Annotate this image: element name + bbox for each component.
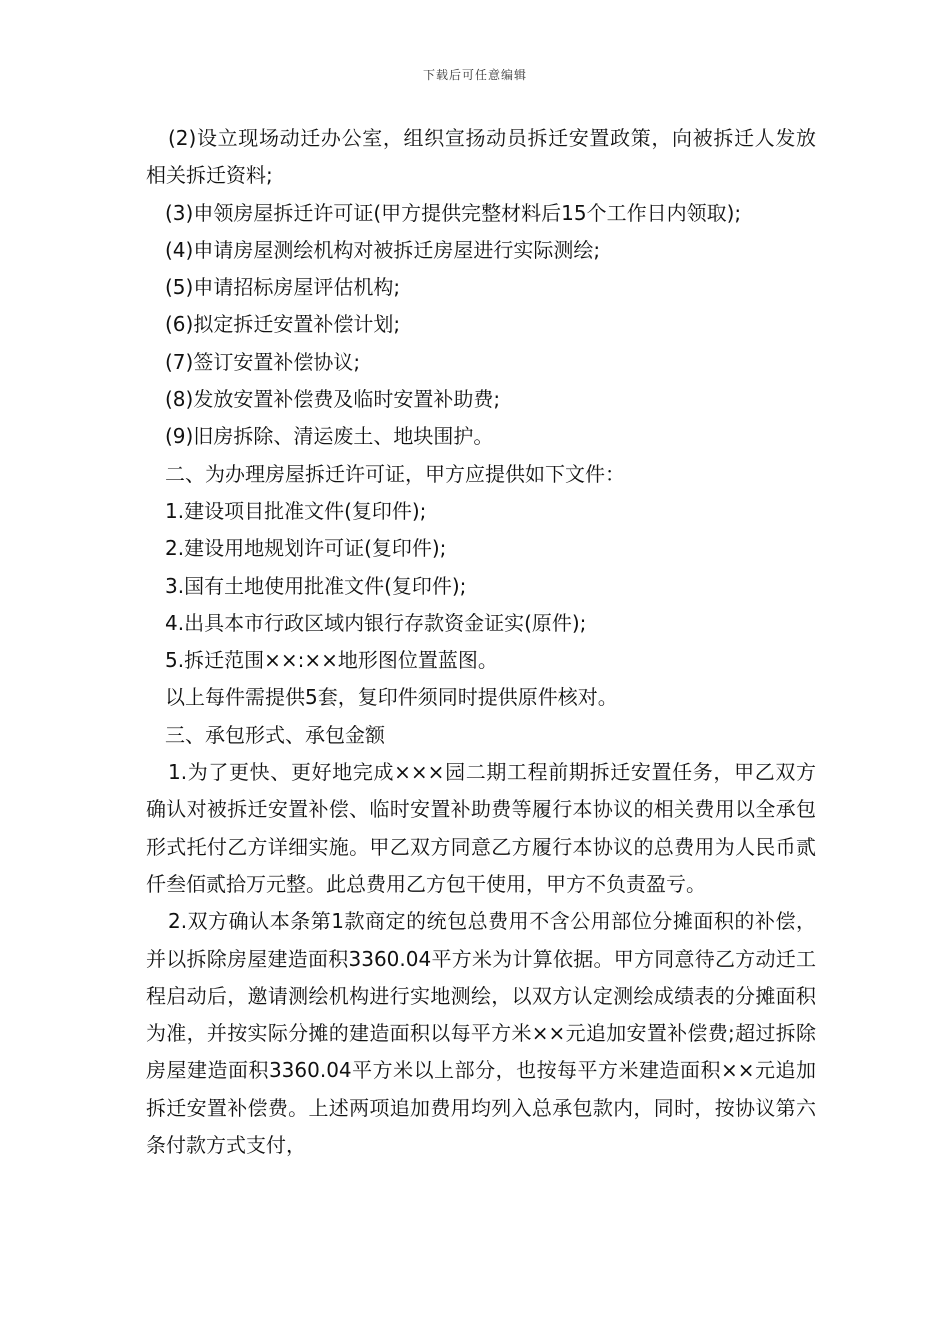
paragraph-item-5: (5)申请招标房屋评估机构;	[165, 275, 401, 300]
paragraph-item-4: (4)申请房屋测绘机构对被拆迁房屋进行实际测绘;	[165, 237, 601, 262]
paragraph-item-6: (6)拟定拆迁安置补偿计划;	[165, 312, 401, 337]
document-list-item-3: 3.国有土地使用批准文件(复印件);	[165, 573, 467, 598]
paragraph-item-7: (7)签订安置补偿协议;	[165, 349, 361, 374]
paragraph-item-9: (9)旧房拆除、清运废土、地块围护。	[165, 424, 494, 449]
paragraph-item-3: (3)申领房屋拆迁许可证(甲方提供完整材料后15个工作日内领取);	[165, 200, 742, 225]
clause-paragraph-2: 2.双方确认本条第1款商定的统包总费用不含公用部位分摊面积的补偿，并以拆除房屋建造面积3360.04平方米为计算依据。甲方同意待乙方动迁工程启动后，邀请测绘机构进行实地测绘，以双方认定测绘成绩表的分摊面积为准，并按实际分摊的建造面积以每平方米××元追加安置补偿费;超过拆除房屋建造面积3360.04平方米以上部分，也按每平方米建造面积××元追加拆迁安置补偿费。上述两项追加费用均列入总承包款内，同时，按协议第六条付款方式支付，	[146, 909, 816, 1158]
section-heading-3: 三、承包形式、承包金额	[165, 722, 385, 747]
document-list-item-4: 4.出具本市行政区域内银行存款资金证实(原件);	[165, 610, 587, 635]
clause-paragraph-1: 1.为了更快、更好地完成×××园二期工程前期拆迁安置任务，甲乙双方确认对被拆迁安置补偿、临时安置补助费等履行本协议的相关费用以全承包形式托付乙方详细实施。甲乙双方同意乙方履行本协议的总费用为人民币贰仟叁佰贰拾万元整。此总费用乙方包干使用，甲方不负责盈亏。	[146, 760, 816, 896]
section-heading-2: 二、为办理房屋拆迁许可证，甲方应提供如下文件：	[165, 461, 625, 486]
paragraph-item-8: (8)发放安置补偿费及临时安置补助费;	[165, 387, 501, 412]
document-body	[146, 120, 816, 1164]
paragraph-item-2: (2)设立现场动迁办公室，组织宣扬动员拆迁安置政策，向被拆迁人发放相关拆迁资料;	[146, 126, 816, 188]
page-header: 下载后可任意编辑	[422, 68, 527, 82]
document-list-item-5: 5.拆迁范围××:××地形图位置蓝图。	[165, 648, 498, 673]
document-list-item-2: 2.建设用地规划许可证(复印件);	[165, 536, 447, 561]
document-list-item-1: 1.建设项目批准文件(复印件);	[165, 498, 427, 523]
copies-note: 以上每件需提供5套，复印件须同时提供原件核对。	[165, 685, 618, 710]
